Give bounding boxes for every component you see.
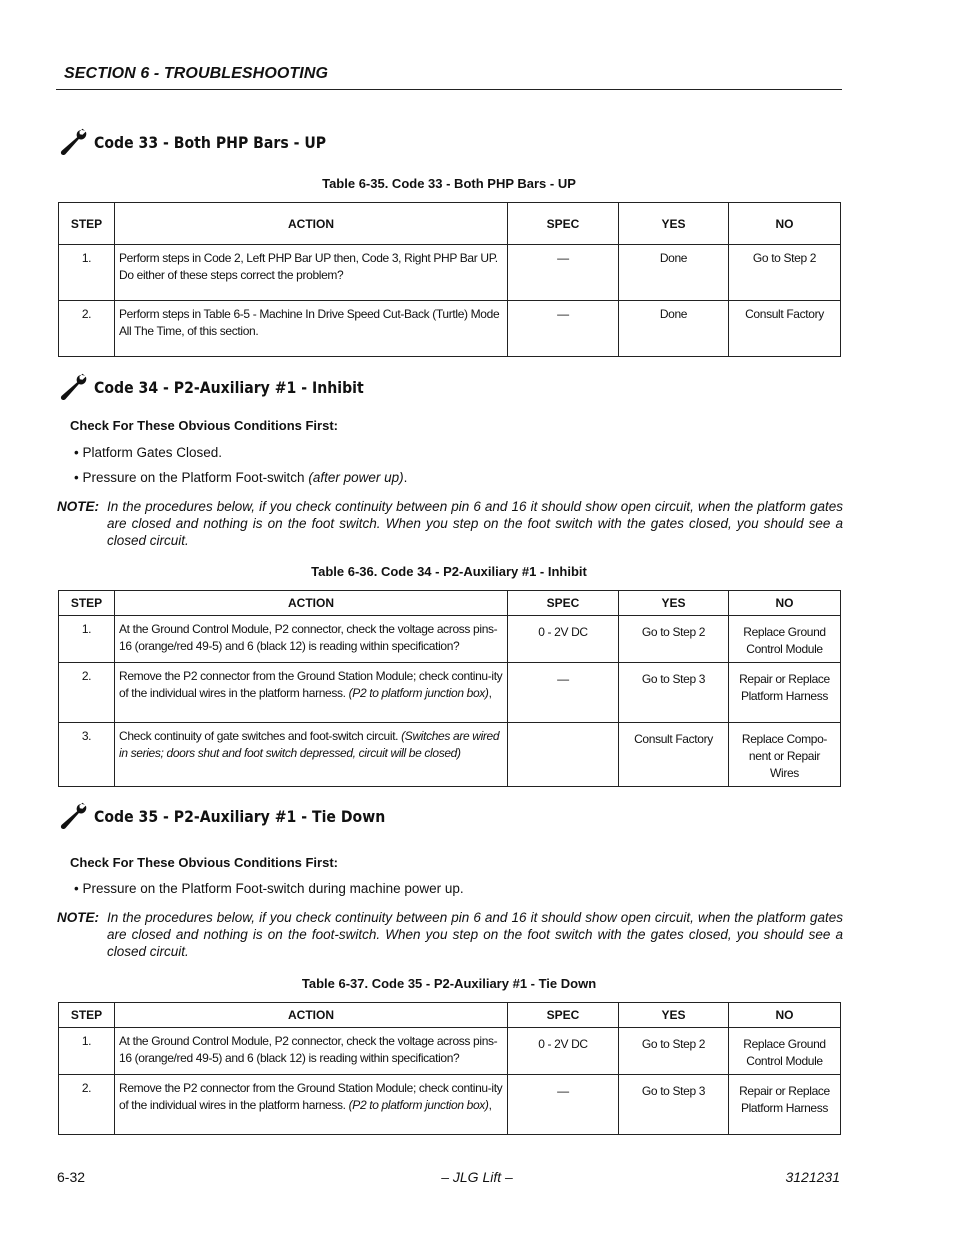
action-cell: At the Ground Control Module, P2 connector, check the voltage across pins-16 (orange/red 49-5) and 6 (black 12) is reading within specification?: [115, 1028, 508, 1075]
col-no: NO: [729, 1003, 841, 1028]
list-item: • Pressure on the Platform Foot-switch (after power up).: [74, 470, 408, 485]
table-row: [59, 1075, 841, 1135]
spec-cell: —: [508, 301, 619, 357]
step-cell: 1.: [59, 245, 115, 301]
no-cell: Repair or Replace Platform Harness: [729, 663, 841, 723]
action-cell: At the Ground Control Module, P2 connector, check the voltage across pins-16 (orange/red 49-5) and 6 (black 12) is reading within specification?: [115, 616, 508, 663]
table-header-row: [59, 203, 841, 245]
col-spec: SPEC: [508, 203, 619, 245]
action-cell: Remove the P2 connector from the Ground Station Module; check continu-ity of the individual wires in the platform harness. (P2 to platform junction box),: [115, 1075, 508, 1135]
step-cell: 2.: [59, 301, 115, 357]
code34-heading: [58, 373, 401, 401]
table-row: [59, 723, 841, 787]
spec-cell: 0 - 2V DC: [508, 616, 619, 663]
spec-cell: —: [508, 245, 619, 301]
footer-brand: – JLG Lift –: [441, 1169, 513, 1185]
action-cell: Perform steps in Code 2, Left PHP Bar UP then, Code 3, Right PHP Bar UP. Do either of these steps correct the problem?: [115, 245, 508, 301]
step-cell: 1.: [59, 1028, 115, 1075]
table-row: [59, 663, 841, 723]
no-cell: Go to Step 2: [729, 245, 841, 301]
table-header-row: [59, 591, 841, 616]
col-step: STEP: [59, 1003, 115, 1028]
wrench-icon: [58, 128, 88, 156]
yes-cell: Done: [619, 245, 729, 301]
code35-note: [57, 909, 843, 960]
list-item: • Pressure on the Platform Foot-switch during machine power up.: [74, 881, 464, 896]
table-header-row: [59, 1003, 841, 1028]
document-number: 3121231: [785, 1169, 840, 1185]
step-cell: 1.: [59, 616, 115, 663]
action-cell: Check continuity of gate switches and foot-switch circuit. (Switches are wired in series; doors shut and foot switch depressed, circuit will be closed): [115, 723, 508, 787]
step-cell: 2.: [59, 1075, 115, 1135]
wrench-icon: [58, 802, 88, 830]
col-no: NO: [729, 203, 841, 245]
code35-heading: [58, 802, 425, 830]
table-6-37: [58, 1002, 841, 1135]
page-number: 6-32: [57, 1169, 86, 1185]
spec-cell: —: [508, 1075, 619, 1135]
no-cell: Replace Ground Control Module: [729, 1028, 841, 1075]
step-cell: 2.: [59, 663, 115, 723]
spec-cell: 0 - 2V DC: [508, 1028, 619, 1075]
col-action: ACTION: [115, 1003, 508, 1028]
no-cell: Replace Ground Control Module: [729, 616, 841, 663]
code33-title: Code 33 - Both PHP Bars - UP: [94, 132, 327, 152]
no-cell: Consult Factory: [729, 301, 841, 357]
col-spec: SPEC: [508, 591, 619, 616]
table-6-36: [58, 590, 841, 787]
code35-title: Code 35 - P2-Auxiliary #1 - Tie Down: [94, 806, 386, 826]
wrench-icon: [58, 373, 88, 401]
table-6-37-caption: Table 6-37. Code 35 - P2-Auxiliary #1 - Tie Down: [301, 976, 597, 991]
code34-title: Code 34 - P2-Auxiliary #1 - Inhibit: [94, 377, 364, 397]
code34-check-heading: Check For These Obvious Conditions First:: [70, 418, 338, 433]
code35-check-heading: Check For These Obvious Conditions First:: [70, 855, 338, 870]
code34-note: [57, 498, 843, 549]
yes-cell: Done: [619, 301, 729, 357]
table-6-36-caption: Table 6-36. Code 34 - P2-Auxiliary #1 - Inhibit: [311, 564, 587, 579]
note-label: NOTE:: [57, 910, 99, 925]
yes-cell: Go to Step 3: [619, 1075, 729, 1135]
yes-cell: Consult Factory: [619, 723, 729, 787]
col-spec: SPEC: [508, 1003, 619, 1028]
yes-cell: Go to Step 2: [619, 1028, 729, 1075]
table-row: [59, 301, 841, 357]
action-cell: Perform steps in Table 6-5 - Machine In Drive Speed Cut-Back (Turtle) Mode All The Time, of this section.: [115, 301, 508, 357]
list-item: • Platform Gates Closed.: [74, 445, 223, 460]
section-header: SECTION 6 - TROUBLESHOOTING: [64, 65, 329, 82]
spec-cell: [508, 723, 619, 787]
col-action: ACTION: [115, 591, 508, 616]
note-text: In the procedures below, if you check continuity between pin 6 and 16 it should show open circuit, when the platform gates are closed and nothing is on the foot-switch. When you step on the foot switch with the gates closed, you should see a closed circuit.: [107, 910, 843, 959]
col-step: STEP: [59, 591, 115, 616]
table-row: [59, 616, 841, 663]
col-step: STEP: [59, 203, 115, 245]
note-text: In the procedures below, if you check continuity between pin 6 and 16 it should show open circuit, when the platform gates are closed and nothing is on the foot switch. When you step on the foot switch with the gates closed, you should see a closed circuit.: [107, 499, 843, 548]
col-yes: YES: [619, 1003, 729, 1028]
yes-cell: Go to Step 2: [619, 616, 729, 663]
no-cell: Repair or Replace Platform Harness: [729, 1075, 841, 1135]
yes-cell: Go to Step 3: [619, 663, 729, 723]
col-no: NO: [729, 591, 841, 616]
no-cell: Replace Compo-nent or Repair Wires: [729, 723, 841, 787]
spec-cell: —: [508, 663, 619, 723]
table-row: [59, 1028, 841, 1075]
table-row: [59, 245, 841, 301]
table-6-35-caption: Table 6-35. Code 33 - Both PHP Bars - UP: [322, 176, 576, 191]
col-action: ACTION: [115, 203, 508, 245]
col-yes: YES: [619, 203, 729, 245]
table-6-35: [58, 202, 841, 357]
action-cell: Remove the P2 connector from the Ground Station Module; check continu-ity of the individual wires in the platform harness. (P2 to platform junction box),: [115, 663, 508, 723]
note-label: NOTE:: [57, 499, 99, 514]
col-yes: YES: [619, 591, 729, 616]
header-rule: [56, 89, 842, 90]
code33-heading: [58, 128, 358, 156]
step-cell: 3.: [59, 723, 115, 787]
